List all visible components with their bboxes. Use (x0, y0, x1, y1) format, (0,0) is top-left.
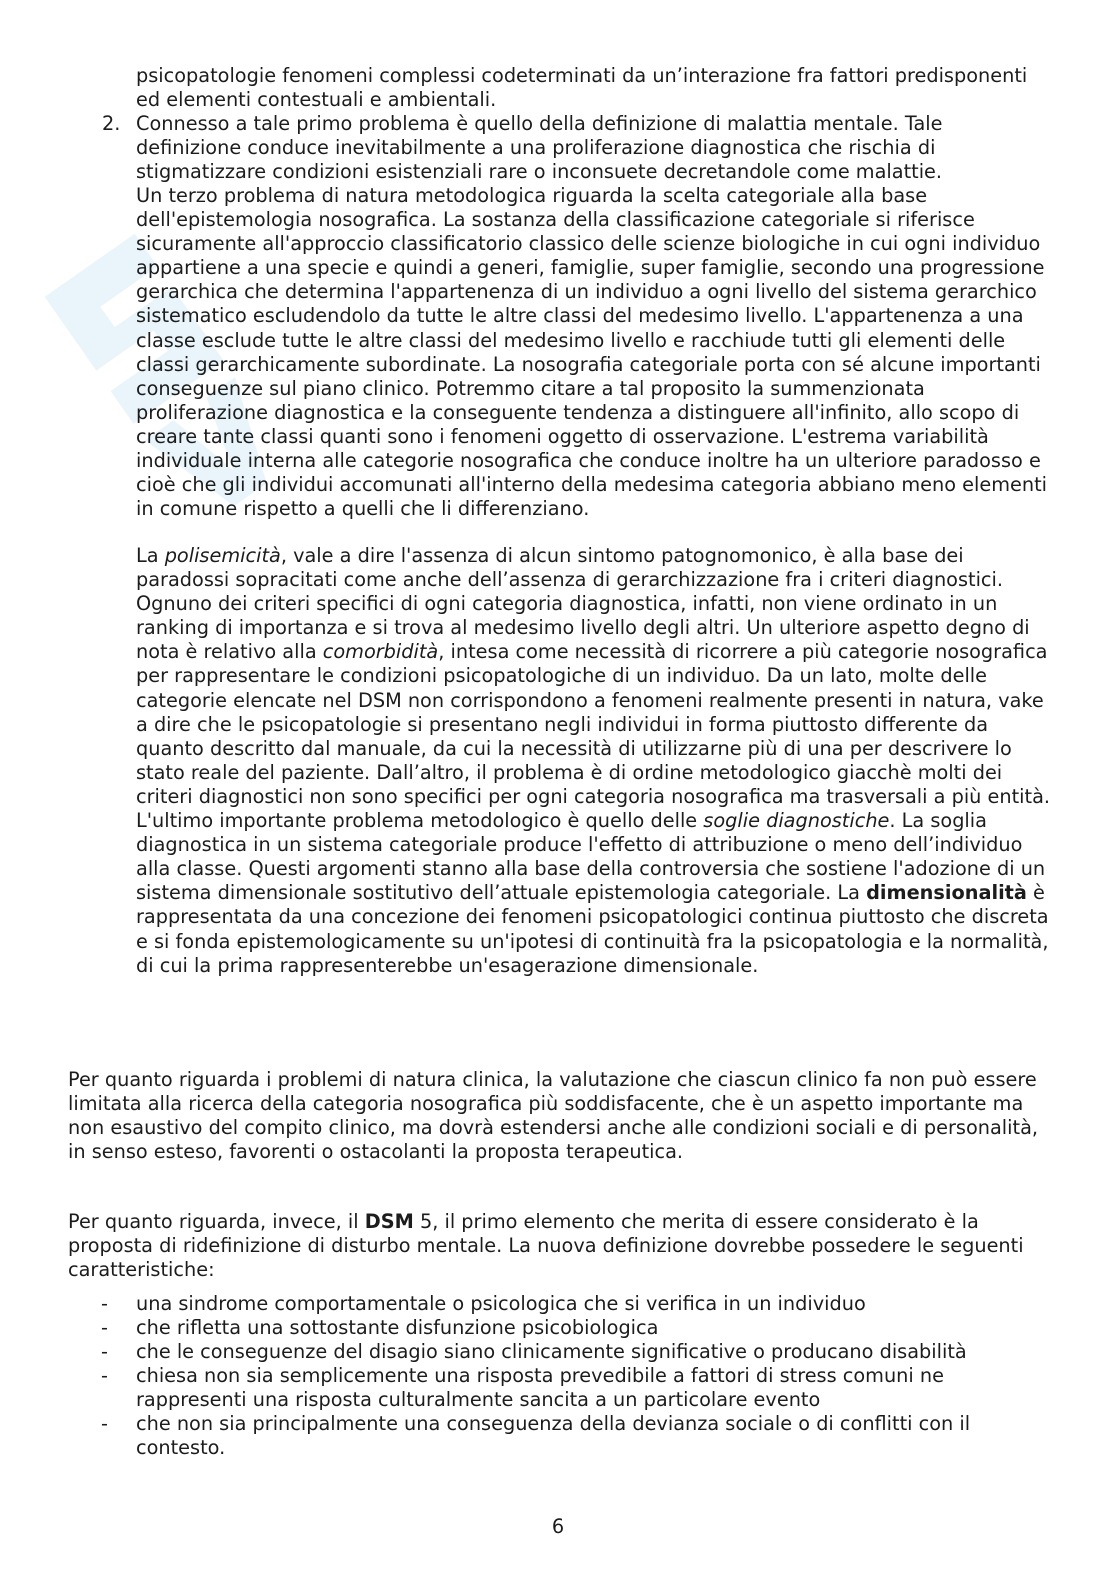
emphasis-soglie: soglie diagnostiche (703, 809, 890, 833)
emphasis-dsm: DSM (364, 1210, 414, 1233)
bullet-marker: - (101, 1340, 108, 1363)
list-item: che le conseguenze del disagio siano clinicamente significative o producano disabilità (136, 1340, 967, 1363)
item2-paragraph-1: Connesso a tale primo problema è quello della definizione di malattia mentale. Tale definizione conduce inevitabilmente a una proliferazione diagnostica che rischia di stigmatizzare condizioni esistenziali rare o inconsuete decretandole come malattie. (136, 112, 943, 184)
list-item: che rifletta una sottostante disfunzione psicobiologica (136, 1316, 659, 1339)
list-item: che non sia principalmente una conseguenza della devianza sociale o di conflitti con il contesto. (136, 1412, 971, 1460)
list-item-number: 2. (102, 112, 121, 135)
item2-paragraph-3: La polisemicità, vale a dire l'assenza di alcun sintomo patognomonico, è alla base dei paradossi sopracitati come anche dell’assenza di gerarchizzazione fra i criteri diagnostici. Ognuno dei criteri specifici di ogni categoria diagnostica, infatti, non viene ordinato in un ranking di importanza e si trova al medesimo livello degli altri. Un ulteriore aspetto degno di nota è relativo alla comorbidità, intesa come necessità di ricorrere a più categorie nosografica per rappresentare le condizioni psicopatologiche di un individuo. Da un lato, molte delle categorie elencate nel DSM non corrispondono a fenomeni realmente presenti in natura, vake a dire che le psicopatologie si presentano negli individui in forma piuttosto differente da quanto descritto dal manuale, da cui la necessità di utilizzarne più di una per descrivere lo stato reale del paziente. Dall’altro, il problema è di ordine metodologico giacchè molti dei criteri diagnostici non sono specifici per ogni categoria nosografica ma trasversali a più entità. L'ultimo importante problema metodologico è quello delle soglie diagnostiche. La soglia diagnostica in un sistema categoriale produce l'effetto di attribuzione o meno dell’individuo alla classe. Questi argomenti stanno alla base della controversia che sostiene l'adozione di un sistema dimensionale sostitutivo dell’attuale epistemologia categoriale. La dimensionalità è rappresentata da una concezione dei fenomeni psicopatologici continua piuttosto che discreta e si fonda epistemologicamente su un'ipotesi di continuità fra la psicopatologia e la normalità, di cui la prima rappresenterebbe un'esagerazione dimensionale. (136, 544, 1051, 977)
item2-paragraph-2: Un terzo problema di natura metodologica riguarda la scelta categoriale alla base dell'epistemologia nosografica. La sostanza della classificazione categoriale si riferisce sicuramente all'approccio classificatorio classico delle scienze biologiche in cui ogni individuo appartiene a una specie e quindi a generi, famiglie, super famiglie, secondo una progressione gerarchica che determina l'appartenenza di un individuo a ogni livello del sistema gerarchico sistematico escludendolo da tutte le altre classi del medesimo livello. L'appartenenza a una classe esclude tutte le altre classi del medesimo livello e racchiude tutti gli elementi delle classi gerarchicamente subordinate. La nosografia categoriale porta con sé alcune importanti conseguenze sul piano clinico. Potremmo citare a tal proposito la summenzionata proliferazione diagnostica e la conseguente tendenza a distinguere all'infinito, allo scopo di creare tante classi quanti sono i fenomeni oggetto di osservazione. L'estrema variabilità individuale interna alle categorie nosografica che conduce inoltre ha un ulteriore paradosso e cioè che gli individui accomunati all'interno della medesima categoria abbiano meno elementi in comune rispetto a quelli che li differenziano. (136, 184, 1047, 521)
list-item: chiesa non sia semplicemente una risposta prevedibile a fattori di stress comuni ne rappresenti una risposta culturalmente sancita a un particolare evento (136, 1364, 944, 1412)
clinical-paragraph: Per quanto riguarda i problemi di natura clinica, la valutazione che ciascun clinico fa non può essere limitata alla ricerca della categoria nosografica più soddisfacente, che è un aspetto importante ma non esaustivo del compito clinico, ma dovrà estendersi anche alle condizioni sociali e di personalità, in senso esteso, favorenti o ostacolanti la proposta terapeutica. (68, 1068, 1039, 1164)
bullet-marker: - (101, 1364, 108, 1387)
bullet-marker: - (101, 1316, 108, 1339)
dsm-paragraph: Per quanto riguarda, invece, il DSM 5, il primo elemento che merita di essere considerato è la proposta di ridefinizione di disturbo mentale. La nuova definizione dovrebbe possedere le seguenti caratteristiche: (68, 1210, 1024, 1282)
emphasis-comorbidita: comorbidità (322, 640, 439, 664)
page-number: 6 (551, 1515, 565, 1538)
continuation-paragraph: psicopatologie fenomeni complessi codeterminati da un’interazione fra fattori predisponenti ed elementi contestuali e ambientali. (136, 64, 1028, 112)
bullet-marker: - (101, 1412, 108, 1435)
emphasis-dimensionalita: dimensionalità (866, 881, 1027, 905)
list-item: una sindrome comportamentale o psicologica che si verifica in un individuo (136, 1292, 866, 1315)
emphasis-polisemicita: polisemicità (164, 544, 281, 567)
bullet-marker: - (101, 1292, 108, 1315)
